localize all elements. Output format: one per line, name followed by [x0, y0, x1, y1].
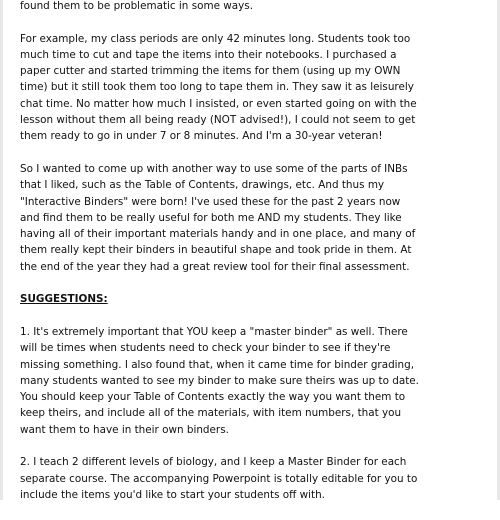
- text-line: the end of the year they had a great review tool for their final assessment.: [20, 260, 410, 273]
- text-line: For example, my class periods are only 42 minutes long. Students took too: [20, 32, 411, 45]
- paragraph-interactive-binders: [20, 161, 488, 275]
- text-line: them really kept their binders in beautiful shape and took pride in them. At: [20, 244, 412, 257]
- text-line: 2. I teach 2 different levels of biology, and I keep a Master Binder for each: [20, 456, 407, 469]
- text-line: separate course. The accompanying Powerpoint is totally editable for you to: [20, 472, 418, 485]
- text-line: keep theirs, and include all of the materials, with item numbers, that you: [20, 407, 402, 420]
- document-body: [20, 0, 488, 520]
- paragraph-suggestion-1: [20, 324, 488, 438]
- text-line: include the items you'd like to start your students off with.: [20, 488, 325, 501]
- paragraph-intro-end: [20, 0, 488, 14]
- text-line: that I liked, such as the Table of Contents, drawings, etc. And thus my: [20, 179, 385, 192]
- page-edge-left: [0, 0, 3, 500]
- text-line: them ready to go in under 7 or 8 minutes. And I'm a 30-year veteran!: [20, 130, 383, 143]
- text-line: chat time. No matter how much I insisted, or even started going on with the: [20, 97, 417, 110]
- text-line: So I wanted to come up with another way to use some of the parts of INBs: [20, 162, 408, 175]
- paragraph-example: [20, 31, 488, 145]
- text-line: many students wanted to see my binder to make sure theirs was up to date.: [20, 374, 419, 387]
- text-line: missing something. I also found that, when it came time for binder grading,: [20, 358, 415, 371]
- text-line: found them to be problematic in some ways.: [20, 0, 254, 12]
- text-line: paper cutter and started trimming the items for them (using up my OWN: [20, 65, 401, 78]
- section-heading: [20, 291, 488, 307]
- text-line: much time to cut and tape the items into their notebooks. I purchased a: [20, 48, 397, 61]
- text-line: You should keep your Table of Contents exactly the way you want them to: [20, 391, 406, 404]
- paragraph-suggestion-2: [20, 454, 488, 503]
- text-line: will be times when students need to check your binder to see if they're: [20, 342, 391, 355]
- text-line: and find them to be really useful for both me AND my students. They like: [20, 211, 402, 224]
- text-line: 1. It's extremely important that YOU keep a "master binder" as well. There: [20, 325, 408, 338]
- suggestions-heading: SUGGESTIONS:: [20, 293, 108, 306]
- text-line: want them to have in their own binders.: [20, 423, 229, 436]
- text-line: lesson without them all being ready (NOT advised!), I could not seem to get: [20, 114, 416, 127]
- text-line: having all of their important materials handy and in one place, and many of: [20, 228, 416, 241]
- text-line: time) but it still took them too long to tape them in. They saw it as leisurely: [20, 81, 414, 94]
- text-line: "Interactive Binders" were born! I've used these for the past 2 years now: [20, 195, 401, 208]
